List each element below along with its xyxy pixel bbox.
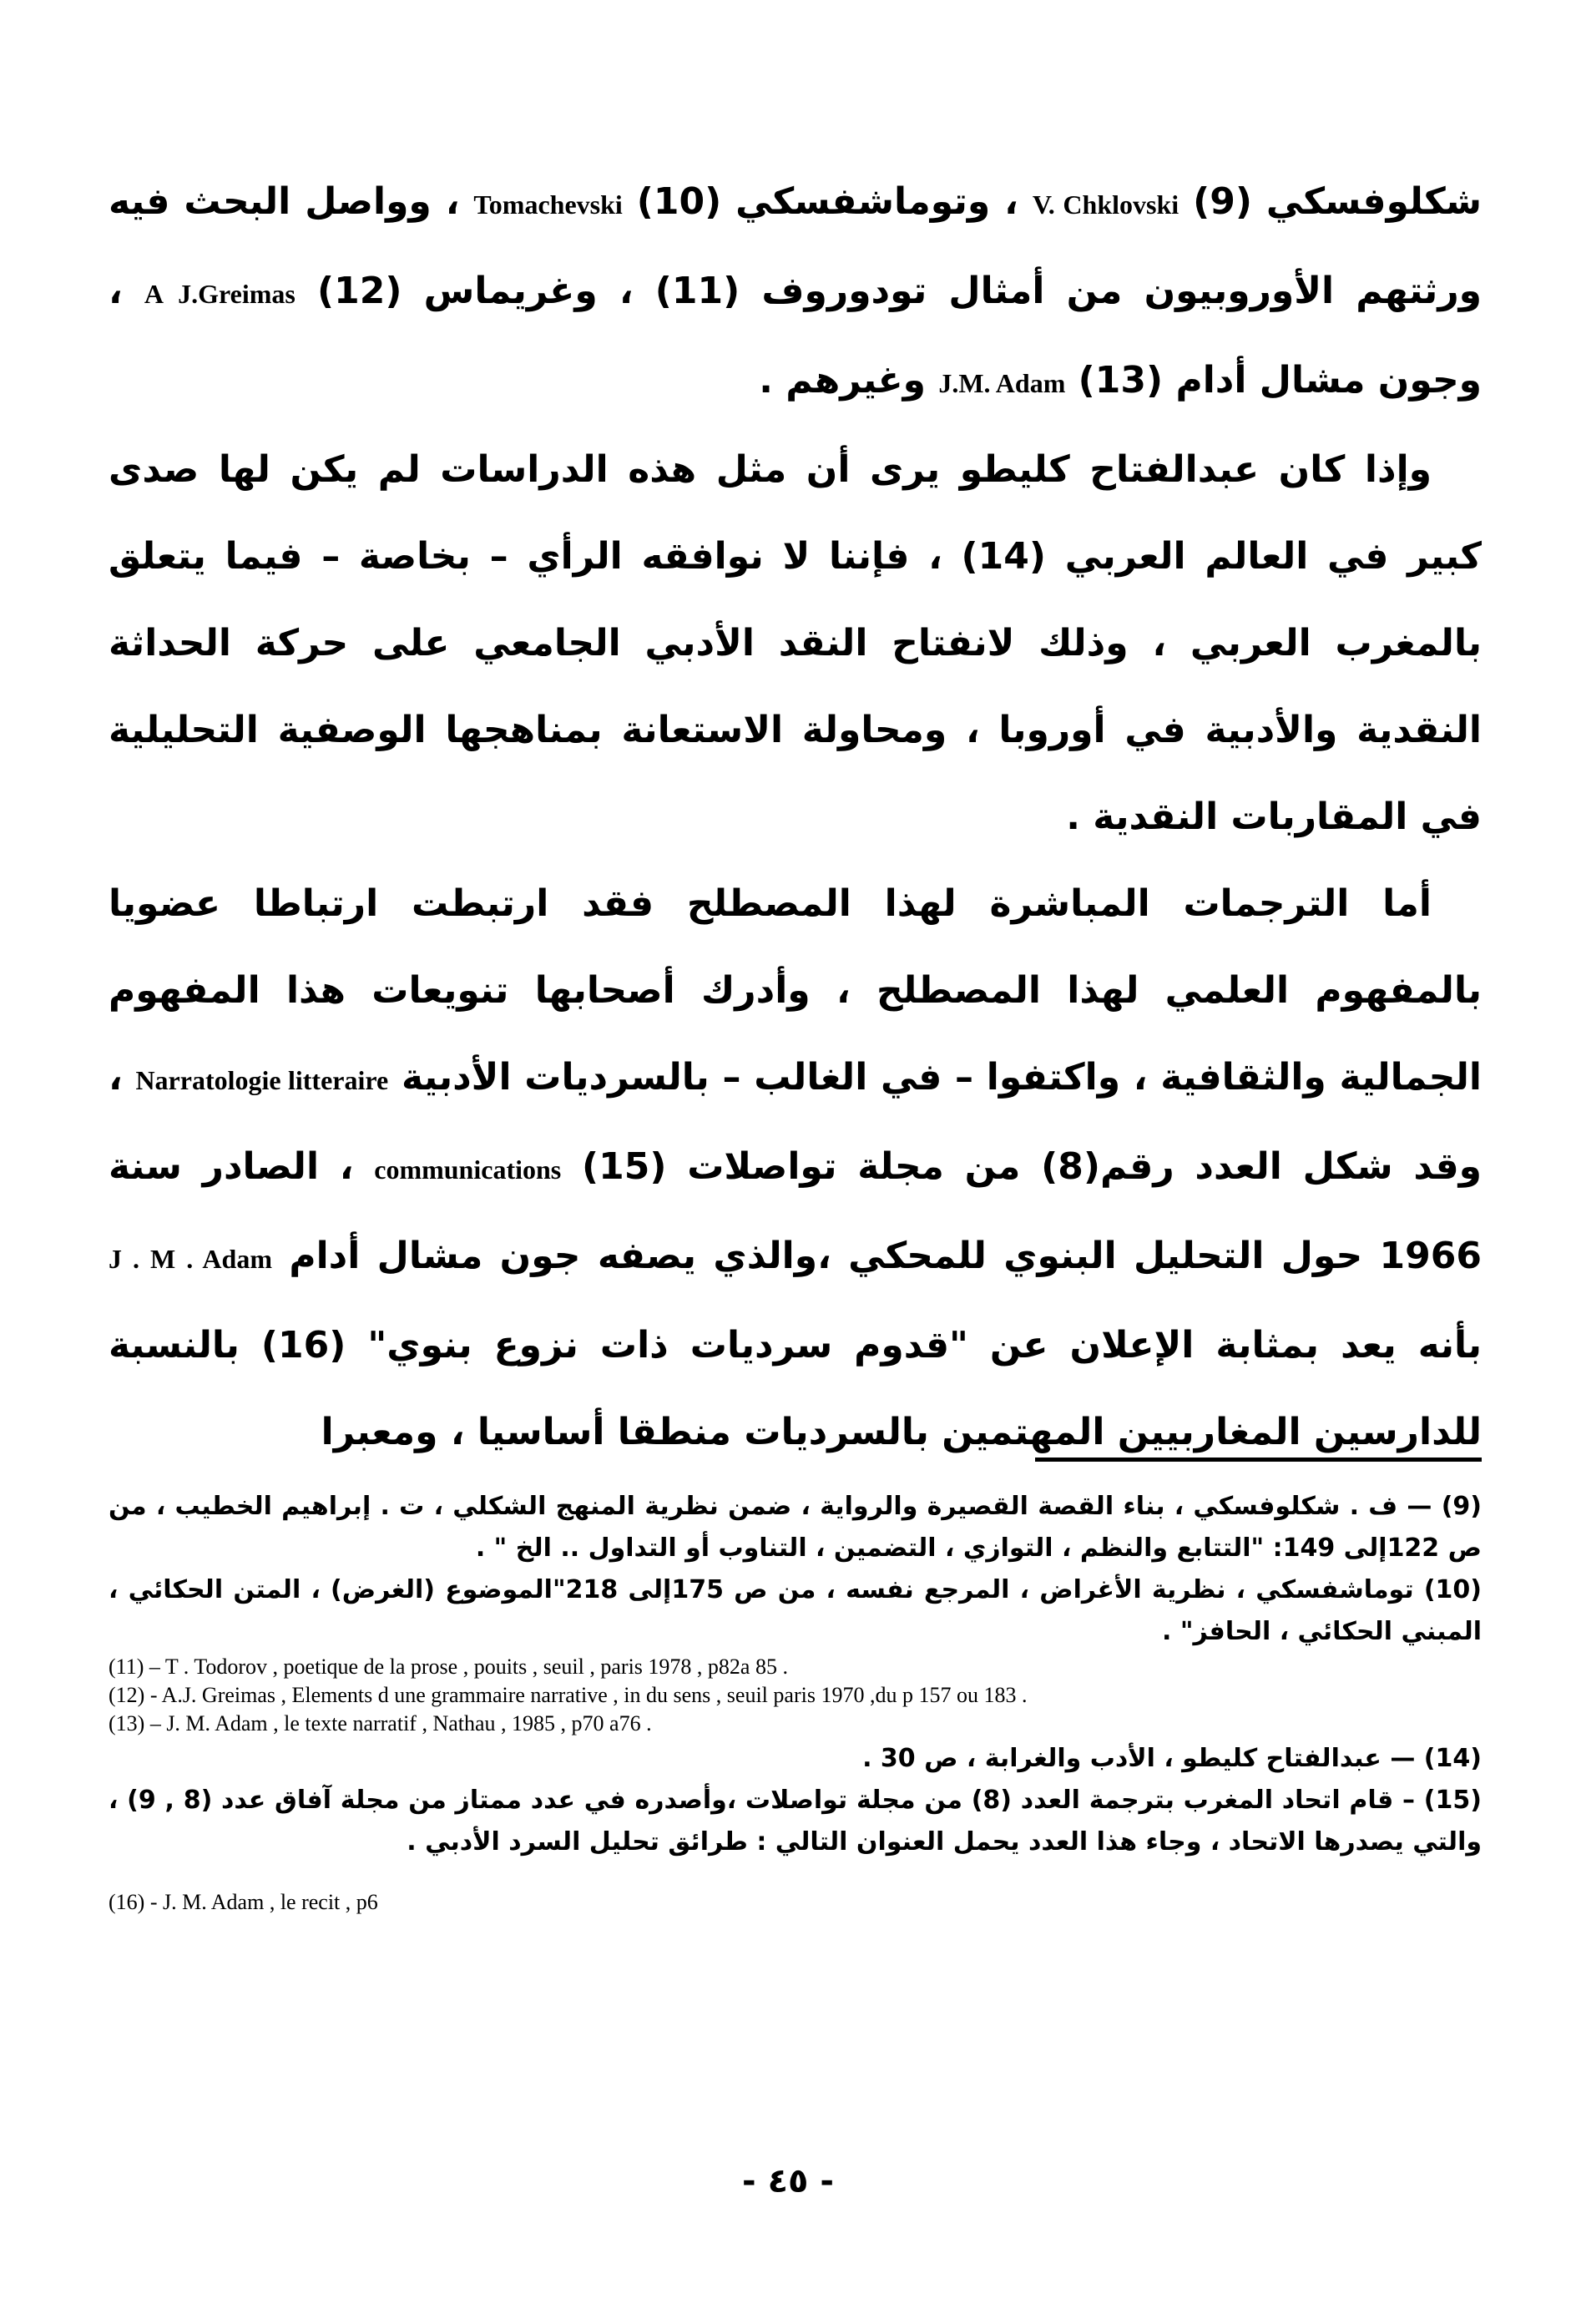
footnote-11: (11) – T . Todorov , poetique de la prose , pouits , seuil , paris 1978 , p82a 85 .: [109, 1655, 788, 1679]
paragraph-1: [109, 159, 1482, 427]
footnote-separator: [1035, 1458, 1482, 1462]
text-run: أما الترجمات المباشرة لهذا المصطلح فقد ارتبطت ارتباطا عضويا بالمفهوم العلمي لهذا المصطلح ، وأدرك أصحابها تنويعات هذا المفهوم الجمالية والثقافية ، واكتفوا – في الغالب – بالسرديات الأدبية: [109, 882, 1482, 1099]
footnote-14: (14) — عبدالفتاح كليطو ، الأدب والغرابة ، ص 30 .: [862, 1744, 1482, 1773]
latin-term: Narratologie litteraire: [135, 1065, 389, 1095]
footnote-9: (9) — ف . شكلوفسكي ، بناء القصة القصيرة والرواية ، ضمن نظرية المنهج الشكلي ، ت . إبراهيم الخطيب ، من ص 122إلى 149: "التتابع والنظم ، التوازي ، التضمين ، التناوب أو التداول .. الخ " .: [109, 1492, 1482, 1563]
latin-term: V. Chklovski: [1032, 189, 1179, 220]
paragraph-3: [109, 861, 1482, 1476]
footnote-15: (15) – قام اتحاد المغرب بترجمة العدد (8) من مجلة تواصلات ،وأصدره في عدد ممتاز من مجلة آفاق عدد (8 , 9) ، والتي يصدرها الاتحاد ، وجاء هذا العدد يحمل العنوان التالي : طرائق تحليل السرد الأدبي .: [109, 1786, 1482, 1857]
latin-term: J.M. Adam: [938, 368, 1066, 398]
paragraph-2: وإذا كان عبدالفتاح كليطو يرى أن مثل هذه الدراسات لم يكن لها صدى كبير في العالم العربي (14) ، فإننا لا نوافقه الرأي – بخاصة – فيما يتعلق بالمغرب العربي ، وذلك لانفتاح النقد الأدبي الجامعي على حركة الحداثة النقدية والأدبية في أوروبا ، ومحاولة الاستعانة بمناهجها الوصفية التحليلية في المقاربات النقدية .: [109, 448, 1482, 838]
text-run: ، وقد شكل العدد رقم(8) من مجلة تواصلات: [109, 1056, 1483, 1188]
footnote-16: (16) - J. M. Adam , le recit , p6: [109, 1890, 378, 1914]
latin-term: Tomachevski: [473, 189, 623, 220]
page-number: - ٤٥ -: [742, 2162, 834, 2200]
footnote-10: (10) توماشفسكي ، نظرية الأغراض ، المرجع نفسه ، من ص 175إلى 218"الموضوع (الغرض) ، المتن الحكائي ، المبني الحكائي ، الحافز" .: [109, 1575, 1483, 1646]
text-run: شكلوفسكي: [1265, 180, 1483, 223]
text-run: (15) ، الصادر سنة 1966 حول التحليل البنوي للمحكي ،والذي يصفه جون مشال أدام: [109, 1145, 1483, 1277]
latin-term: J . M . Adam: [109, 1244, 272, 1274]
text-run: (13) وغيرهم .: [759, 359, 1164, 402]
latin-term: communications: [374, 1154, 562, 1185]
text-run: (10) ، وواصل البحث فيه ورثتهم الأوروبيون من أمثال تودوروف (11) ، وغريماس: [109, 180, 1482, 312]
text-run: بأنه يعد بمثابة الإعلان عن "قدوم سرديات ذات نزوع بنوي" (16) بالنسبة للدارسين المغاربيين المهتمين بالسرديات منطقا أساسيا ، ومعبرا: [109, 1324, 1483, 1453]
text-run: (12) ، وجون مشال أدام: [109, 270, 1482, 402]
text-run: (9) ، وتوماشفسكي: [735, 180, 1252, 223]
footnote-13: (13) – J. M. Adam , le texte narratif , Nathau , 1985 , p70 a76 .: [109, 1711, 652, 1735]
footnote-12: (12) - A.J. Greimas , Elements d une grammaire narrative , in du sens , seuil paris 1970 ,du p 157 ou 183 .: [109, 1683, 1028, 1707]
latin-term: A J.Greimas: [144, 279, 296, 309]
footnotes: [109, 1486, 1482, 1917]
main-text: [109, 159, 1482, 1476]
